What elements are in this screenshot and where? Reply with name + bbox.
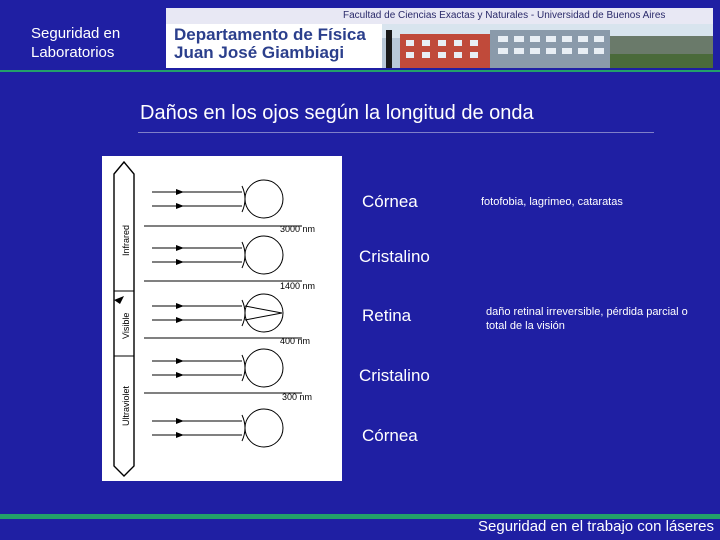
title-underline: [138, 132, 654, 133]
label-cornea-bottom: Córnea: [362, 426, 418, 445]
department-subtitle: Juan José Giambiagi: [174, 43, 345, 62]
label-cristalino-top: Cristalino: [359, 247, 430, 266]
footer-text: Seguridad en el trabajo con láseres: [478, 518, 714, 535]
building-photo: [382, 24, 713, 68]
effect-cornea: fotofobia, lagrimeo, cataratas: [481, 196, 623, 208]
band-ultraviolet-label: Ultraviolet: [121, 385, 131, 426]
wavelength-400-label: 400 nm: [280, 336, 311, 346]
slide-title: Daños en los ojos según la longitud de onda: [140, 102, 534, 124]
band-visible-label: Visible: [121, 312, 131, 339]
eye-wavelength-figure: [102, 156, 342, 481]
effect-retina: daño retinal irreversible, pérdida parcial o total de la visión: [486, 306, 688, 332]
label-retina: Retina: [362, 306, 412, 325]
faculty-name: Facultad de Ciencias Exactas y Naturales - Universidad de Buenos Aires: [343, 10, 666, 21]
department-name: Departamento de Física: [174, 25, 366, 44]
wavelength-1400-label: 1400 nm: [280, 281, 316, 291]
band-infrared-label: Infrared: [121, 224, 131, 256]
course-title: Seguridad en Laboratorios: [31, 25, 121, 61]
wavelength-300-label: 300 nm: [282, 392, 313, 402]
wavelength-3000-label: 3000 nm: [280, 224, 316, 234]
label-cornea-top: Córnea: [362, 192, 418, 211]
label-cristalino-bottom: Cristalino: [359, 366, 430, 385]
department-banner: [166, 8, 713, 68]
header-divider: [0, 70, 720, 72]
